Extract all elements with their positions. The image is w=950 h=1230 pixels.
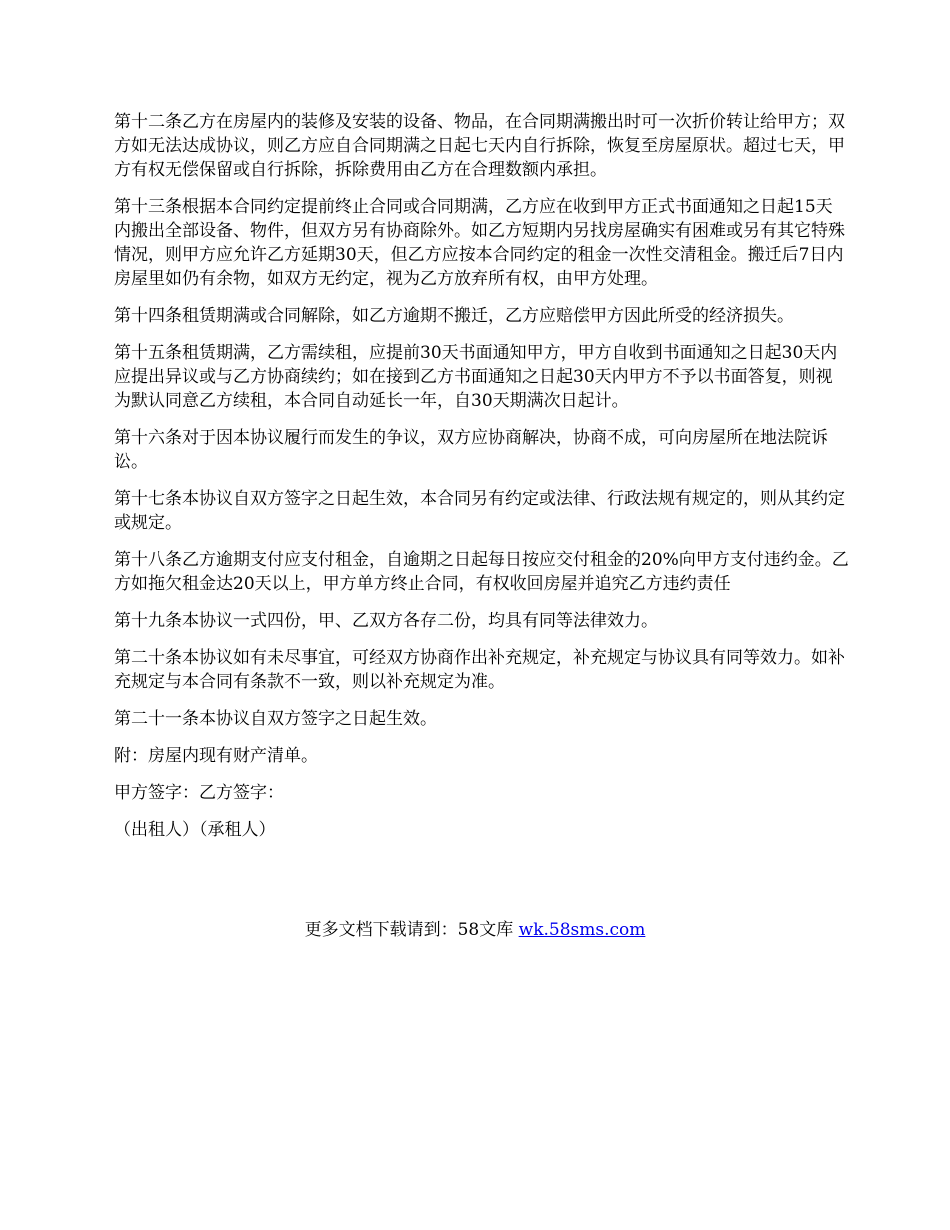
clause-21: 第二十一条本协议自双方签字之日起生效。 <box>114 709 437 729</box>
clause-15: 第十五条租赁期满，乙方需续租，应提前30天书面通知甲方，甲方自收到书面通知之日起30天内应提出异议或与乙方协商续约；如在接到乙方书面通知之日起30天内甲方不予以书面答复，则视为默认同意乙方续租，本合同自动延长一年，自30天期满次日起计。 <box>114 343 838 411</box>
signature-line: 甲方签字：乙方签字： <box>114 783 284 803</box>
footer-prefix: 更多文档下载请到：58文库 <box>304 920 514 940</box>
attachment-note: 附：房屋内现有财产清单。 <box>114 746 318 766</box>
download-footer <box>0 918 950 942</box>
footer-link[interactable]: wk.58sms.com <box>518 920 646 940</box>
clause-17: 第十七条本协议自双方签字之日起生效，本合同另有约定或法律、行政法规有规定的，则从其约定或规定。 <box>114 489 845 533</box>
clause-18: 第十八条乙方逾期支付应支付租金，自逾期之日起每日按应交付租金的20%向甲方支付违约金。乙方如拖欠租金达20天以上，甲方单方终止合同，有权收回房屋并追究乙方违约责任 <box>114 550 849 594</box>
party-roles: （出租人）（承租人） <box>114 820 276 840</box>
clause-20: 第二十条本协议如有未尽事宜，可经双方协商作出补充规定，补充规定与协议具有同等效力。如补充规定与本合同有条款不一致，则以补充规定为准。 <box>114 648 845 692</box>
clause-14: 第十四条租赁期满或合同解除，如乙方逾期不搬迁，乙方应赔偿甲方因此所受的经济损失。 <box>114 306 794 326</box>
clause-12: 第十二条乙方在房屋内的装修及安装的设备、物品，在合同期满搬出时可一次折价转让给甲方；双方如无法达成协议，则乙方应自合同期满之日起七天内自行拆除，恢复至房屋原状。超过七天，甲方有权无偿保留或自行拆除，拆除费用由乙方在合理数额内承担。 <box>114 112 845 180</box>
document-body <box>114 110 849 855</box>
clause-19: 第十九条本协议一式四份，甲、乙双方各存二份，均具有同等法律效力。 <box>114 611 658 631</box>
clause-16: 第十六条对于因本协议履行而发生的争议，双方应协商解决，协商不成，可向房屋所在地法院诉讼。 <box>114 428 828 472</box>
clause-13: 第十三条根据本合同约定提前终止合同或合同期满，乙方应在收到甲方正式书面通知之日起15天内搬出全部设备、物件，但双方另有协商除外。如乙方短期内另找房屋确实有困难或另有其它特殊情况，则甲方应允许乙方延期30天，但乙方应按本合同约定的租金一次性交清租金。搬迁后7日内房屋里如仍有余物，如双方无约定，视为乙方放弃所有权，由甲方处理。 <box>114 197 845 289</box>
